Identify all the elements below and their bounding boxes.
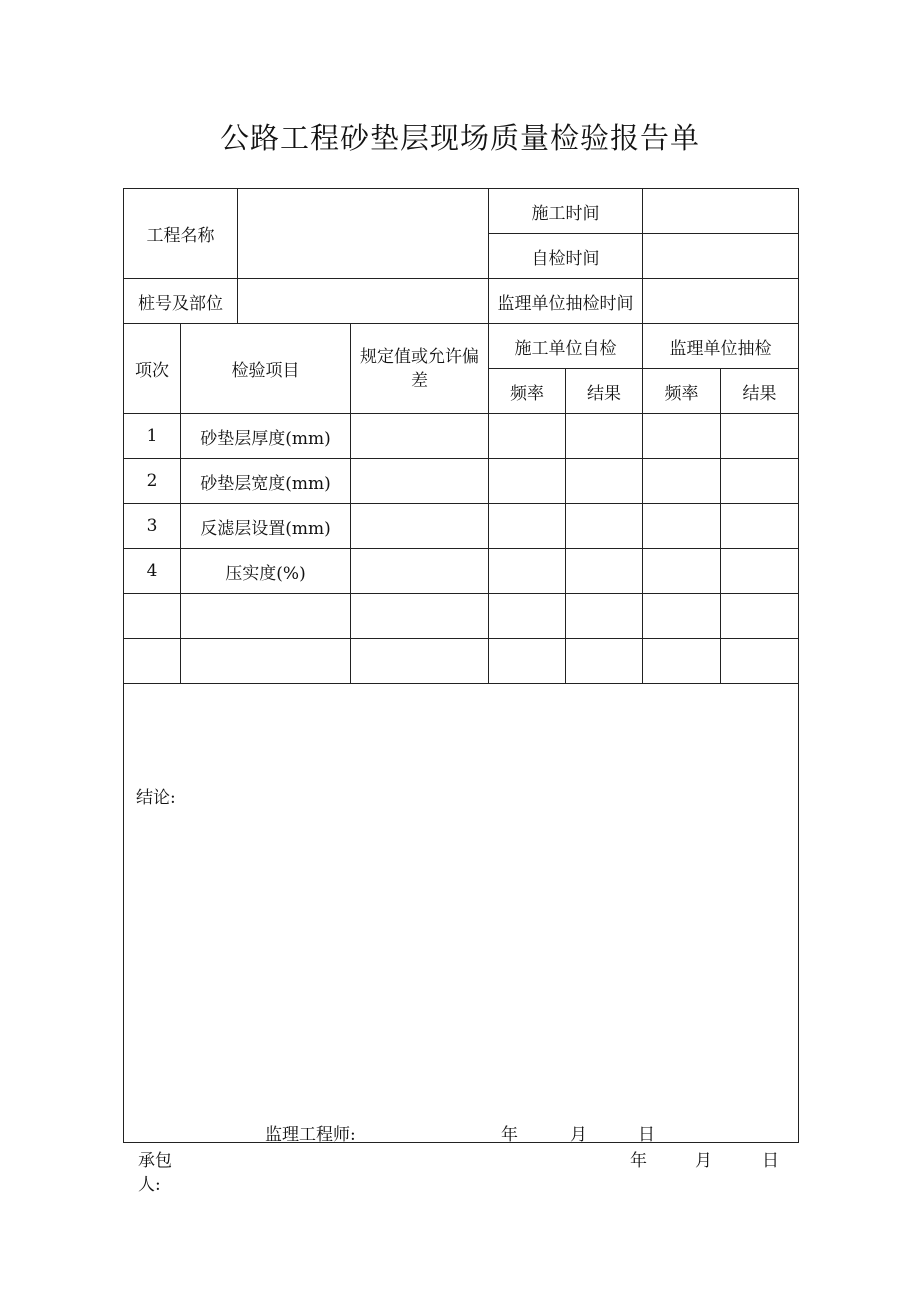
- self-check-result-cell[interactable]: [566, 459, 643, 504]
- row-no: 2: [124, 459, 181, 504]
- supervision-frequency-header: 频率: [643, 369, 721, 414]
- row-item: 压实度(%): [181, 549, 351, 594]
- supervision-result-cell[interactable]: [721, 639, 799, 684]
- conclusion-section[interactable]: [124, 684, 799, 1143]
- self-check-result-cell[interactable]: [566, 414, 643, 459]
- self-check-result-cell[interactable]: [566, 594, 643, 639]
- supervisor-day-label: 日: [638, 1125, 655, 1145]
- supervision-result-cell[interactable]: [721, 594, 799, 639]
- supervision-result-cell[interactable]: [721, 549, 799, 594]
- supervision-frequency-cell[interactable]: [643, 414, 721, 459]
- supervisor-year-label: 年: [501, 1125, 518, 1145]
- self-check-time-value[interactable]: [643, 234, 799, 279]
- self-check-frequency-cell[interactable]: [489, 549, 566, 594]
- supervision-frequency-cell[interactable]: [643, 639, 721, 684]
- supervisor-label: 监理工程师:: [265, 1125, 356, 1145]
- supervisor-month-label: 月: [570, 1125, 587, 1145]
- inspection-report-table: [123, 188, 799, 1143]
- spec-value-cell[interactable]: [351, 504, 489, 549]
- construction-time-value[interactable]: [643, 189, 799, 234]
- spec-value-cell[interactable]: [351, 414, 489, 459]
- conclusion-label: 结论:: [136, 788, 176, 808]
- self-check-result-cell[interactable]: [566, 504, 643, 549]
- contractor-self-check-header: 施工单位自检: [489, 324, 643, 369]
- spec-value-cell[interactable]: [351, 639, 489, 684]
- table-row: [124, 414, 799, 459]
- row-no: 3: [124, 504, 181, 549]
- contractor-year-label: 年: [630, 1151, 647, 1171]
- spec-value-cell[interactable]: [351, 459, 489, 504]
- self-check-frequency-cell[interactable]: [489, 594, 566, 639]
- supervisor-signature-line: [124, 1120, 798, 1145]
- construction-time-label: 施工时间: [489, 189, 643, 234]
- supervision-check-header: 监理单位抽检: [643, 324, 799, 369]
- supervision-frequency-cell[interactable]: [643, 459, 721, 504]
- self-check-result-header: 结果: [566, 369, 643, 414]
- supervision-result-header: 结果: [721, 369, 799, 414]
- project-name-label: 工程名称: [124, 189, 238, 279]
- supervision-result-cell[interactable]: [721, 459, 799, 504]
- row-no[interactable]: [124, 639, 181, 684]
- row-no: 4: [124, 549, 181, 594]
- supervision-check-time-value[interactable]: [643, 279, 799, 324]
- row-item: 砂垫层厚度(mm): [181, 414, 351, 459]
- row-no: 1: [124, 414, 181, 459]
- supervision-frequency-cell[interactable]: [643, 594, 721, 639]
- table-row: [124, 459, 799, 504]
- contractor-label-line2: 人:: [138, 1175, 161, 1195]
- spec-value-cell[interactable]: [351, 549, 489, 594]
- spec-value-header: 规定值或允许偏差: [351, 324, 489, 414]
- self-check-time-label: 自检时间: [489, 234, 643, 279]
- self-check-frequency-cell[interactable]: [489, 504, 566, 549]
- row-item: 砂垫层宽度(mm): [181, 459, 351, 504]
- spec-value-cell[interactable]: [351, 594, 489, 639]
- inspection-item-header: 检验项目: [181, 324, 351, 414]
- contractor-signature-line: [0, 1146, 920, 1196]
- table-row: [124, 504, 799, 549]
- supervision-frequency-cell[interactable]: [643, 549, 721, 594]
- self-check-result-cell[interactable]: [566, 639, 643, 684]
- table-row: [124, 639, 799, 684]
- row-no[interactable]: [124, 594, 181, 639]
- self-check-frequency-cell[interactable]: [489, 459, 566, 504]
- supervision-frequency-cell[interactable]: [643, 504, 721, 549]
- contractor-month-label: 月: [695, 1151, 712, 1171]
- supervision-result-cell[interactable]: [721, 504, 799, 549]
- supervision-check-time-label: 监理单位抽检时间: [489, 279, 643, 324]
- page-title: 公路工程砂垫层现场质量检验报告单: [219, 121, 700, 155]
- self-check-result-cell[interactable]: [566, 549, 643, 594]
- supervision-result-cell[interactable]: [721, 414, 799, 459]
- station-value[interactable]: [238, 279, 489, 324]
- row-item[interactable]: [181, 594, 351, 639]
- table-row: [124, 549, 799, 594]
- row-item: 反滤层设置(mm): [181, 504, 351, 549]
- contractor-day-label: 日: [762, 1151, 779, 1171]
- row-item[interactable]: [181, 639, 351, 684]
- contractor-label-line1: 承包: [138, 1151, 172, 1171]
- table-row: [124, 594, 799, 639]
- self-check-frequency-cell[interactable]: [489, 414, 566, 459]
- project-name-value[interactable]: [238, 189, 489, 279]
- item-no-header: 项次: [124, 324, 181, 414]
- self-check-frequency-cell[interactable]: [489, 639, 566, 684]
- station-label: 桩号及部位: [124, 279, 238, 324]
- self-check-frequency-header: 频率: [489, 369, 566, 414]
